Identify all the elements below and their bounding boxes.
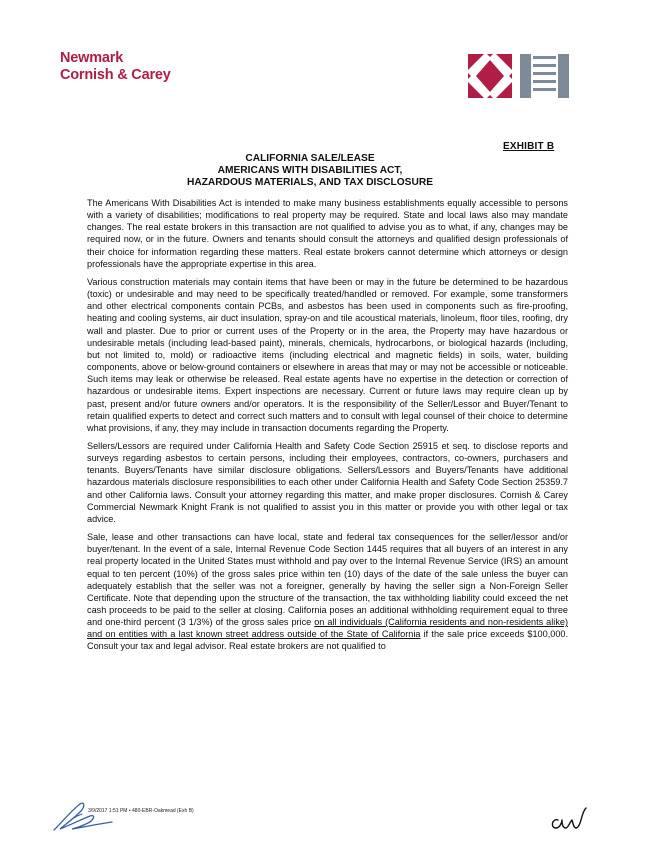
paragraph-hazardous-materials: Various construction materials may contain items that have been or may in the future be determined to be hazardous (toxic) or undesirable and may need to be specifically treated/handled or removed. For example, some transformers and other electrical components contain PCBs, and asbestos has been used in components such as fire-proofing, heating and cooling systems, air duct insulation, spray-on and tile acoustical materials, linoleum, floor tiles, roofing, dry wall and plaster. Due to prior or current uses of the Property or in the area, the Property may have hazardous or undesirable metals (including lead-based paint), minerals, chemicals, hydrocarbons, or biological hazards (including, but not limited to, mold) or radioactive items (including electrical and magnetic fields) in soils, water, building components, above or below-ground containers or elsewhere in areas that may or may not be accessible or noticeable. Such items may leak or otherwise be released. Real estate agents have no expertise in the detection or correction of hazardous or undesirable items. Expert inspections are necessary. Current or future laws may require clean up by past, present and/or future owners and/or operators. It is the responsibility of the Seller/Lessor and Buyer/Tenant to retain qualified experts to detect and correct such matters and to consult with legal counsel of their choice to determine what provisions, if any, they may include in transaction documents regarding the Property.: [87, 276, 568, 433]
newmark-logo-icon: [468, 54, 572, 98]
paragraph-ada: The Americans With Disabilities Act is intended to make many business establishments equally accessible to persons with a variety of disabilities; modifications to real property may be required. State and local laws also may mandate changes. The real estate brokers in this transaction are not qualified to advise you as to what, if any, changes may be required now, or in the future. Owners and tenants should consult the attorneys and qualified design professionals of their choice for information regarding these matters. Real estate brokers cannot determine which attorneys or design professionals have the appropriate expertise in this area.: [87, 198, 568, 269]
document-reference: 3/9/2017 1:51 PM • 480-EBR-Oakmead (Exh B): [88, 808, 194, 814]
title-line-2: AMERICANS WITH DISABILITIES ACT,: [217, 165, 403, 176]
tax-text-underlined: on all individuals (California residents and non-residents alike) and on entities with a last known street address outside of the State of California: [87, 617, 568, 640]
title-line-1: CALIFORNIA SALE/LEASE: [245, 153, 375, 164]
signature-scribble-icon: [50, 796, 120, 836]
red-diamond-pattern-icon: [468, 54, 512, 98]
logo-line-1: Newmark: [60, 50, 124, 66]
paragraph-tax: [87, 531, 568, 653]
title-line-3: HAZARDOUS MATERIALS, AND TAX DISCLOSURE: [186, 177, 433, 188]
n-letter-icon: [520, 54, 569, 98]
tax-text-part-2: if the sale price exceeds $100,000. Consult your tax and legal advisor. Real estate brokers are not qualified to: [87, 629, 569, 652]
exhibit-label: EXHIBIT B: [503, 141, 555, 152]
initials-handwriting-icon: [548, 806, 596, 834]
document-body: [87, 197, 568, 659]
logo-line-2: Cornish & Carey: [60, 67, 171, 83]
document-title: [100, 153, 520, 189]
tax-text-part-1: Sale, lease and other transactions can have local, state and federal tax consequences for the seller/lessor and/or buyer/tenant. In the event of a sale, Internal Revenue Code Section 1445 requires that all buyers of an interest in any real property located in the United States must withhold and pay over to the Internal Revenue Service (IRS) an amount equal to ten percent (10%) of the gross sales price within ten (10) days of the date of the sale unless the buyer can adequately establish that the seller was not a foreigner, generally by having the seller sign a Non-Foreign Seller Certificate. Note that depending upon the structure of the transaction, the tax withholding liability could exceed the net cash proceeds to be paid to the seller at closing. California poses an additional withholding requirement equal to three and one-third percent (3 1/3%) of the gross sales price: [87, 532, 568, 628]
company-logo-text: [60, 50, 171, 84]
paragraph-asbestos-disclosure: Sellers/Lessors are required under California Health and Safety Code Section 25915 et seq. to disclose reports and surveys regarding asbestos to certain persons, including their employees, contractors, co-owners, purchasers and tenants. Buyers/Tenants have similar disclosure obligations. Sellers/Lessors and Buyers/Tenants have additional hazardous materials disclosure responsibilities to each other under California Health and Safety Code Section 25359.7 and other California laws. Consult your attorney regarding this matter, and make proper disclosures. Cornish & Carey Commercial Newmark Knight Frank is not qualified to assist you in this matter or provide you with other legal or tax advice.: [87, 440, 568, 524]
